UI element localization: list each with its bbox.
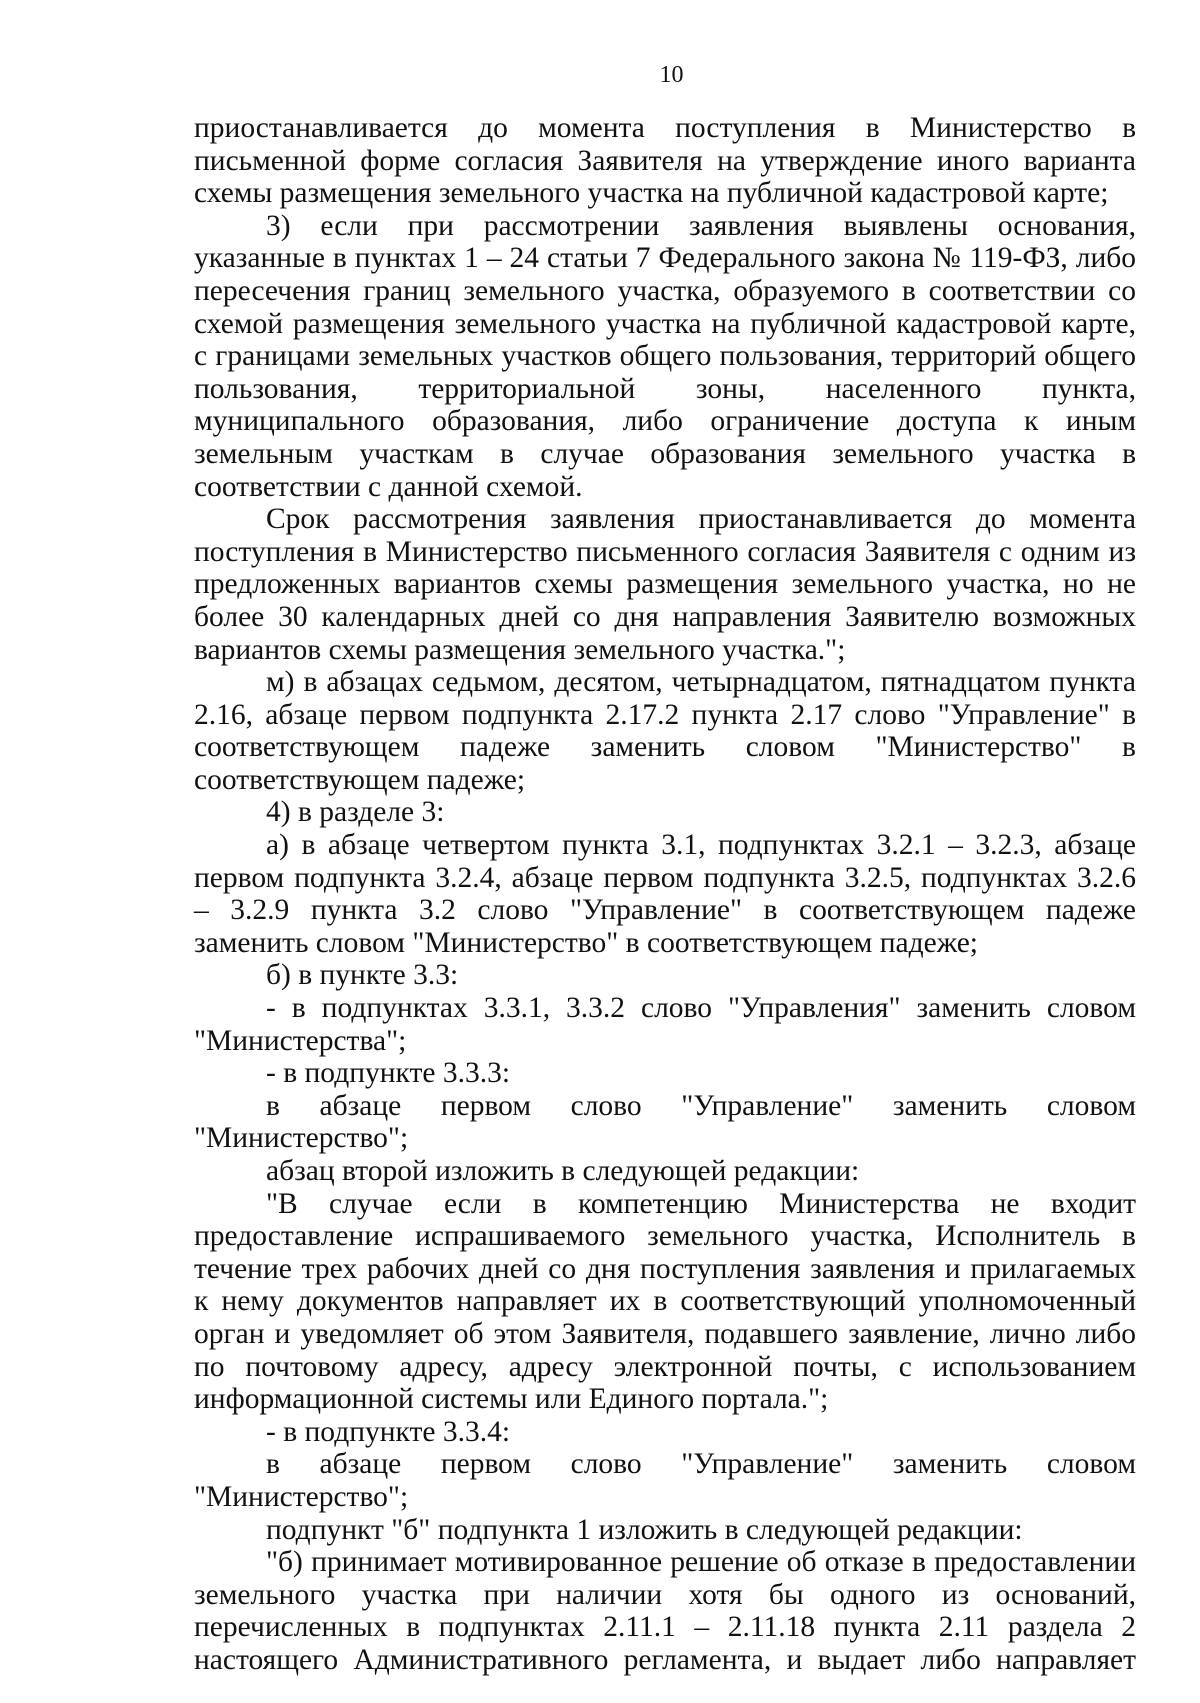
paragraph: - в подпунктах 3.3.1, 3.3.2 слово "Управления" заменить словом "Министерства"; bbox=[194, 992, 1136, 1057]
paragraph: приостанавливается до момента поступления в Министерство в письменной форме согласия Заявителя на утверждение иного варианта схемы размещения земельного участка на публичной кадастровой карте; bbox=[194, 112, 1136, 210]
paragraph: м) в абзацах седьмом, десятом, четырнадцатом, пятнадцатом пункта 2.16, абзаце первом подпункта 2.17.2 пункта 2.17 слово "Управление" в соответствующем падеже заменить словом "Министерство" в соответствующем падеже; bbox=[194, 666, 1136, 796]
paragraph: "б) принимает мотивированное решение об отказе в предоставлении земельного участка при наличии хотя бы одного из оснований, перечисленных в подпунктах 2.11.1 – 2.11.18 пункта 2.11 раздела 2 настоящего Административного регламента, и выдает либо направляет bbox=[194, 1546, 1136, 1676]
paragraph: подпункт "б" подпункта 1 изложить в следующей редакции: bbox=[266, 1513, 1023, 1546]
paragraph: б) в пункте 3.3: bbox=[266, 959, 459, 992]
paragraph: - в подпункте 3.3.3: bbox=[266, 1057, 511, 1090]
paragraph: - в подпункте 3.3.4: bbox=[266, 1415, 511, 1448]
document-body bbox=[194, 112, 1136, 1677]
paragraph: в абзаце первом слово "Управление" заменить словом "Министерство"; bbox=[194, 1089, 1136, 1155]
paragraph: в абзаце первом слово "Управление" заменить словом "Министерство"; bbox=[194, 1448, 1136, 1513]
paragraph: а) в абзаце четвертом пункта 3.1, подпунктах 3.2.1 – 3.2.3, абзаце первом подпункта 3.2.4, абзаце первом подпункта 3.2.5, подпунктах 3.2.6 – 3.2.9 пункта 3.2 слово "Управление" в соответствующем падеже заменить словом "Министерство" в соответствующем падеже; bbox=[194, 829, 1136, 959]
paragraph: Срок рассмотрения заявления приостанавливается до момента поступления в Министерство письменного согласия Заявителя с одним из предложенных вариантов схемы размещения земельного участка, но не более 30 календарных дней со дня направления Заявителю возможных вариантов схемы размещения земельного участка."; bbox=[194, 503, 1136, 666]
paragraph: "В случае если в компетенцию Министерства не входит предоставление испрашиваемого земельного участка, Исполнитель в течение трех рабочих дней со дня поступления заявления и прилагаемых к нему документов направляет их в соответствующий уполномоченный орган и уведомляет об этом Заявителя, подавшего заявление, лично либо по почтовому адресу, адресу электронной почты, с использованием информационной системы или Единого портала."; bbox=[194, 1187, 1136, 1416]
paragraph: абзац второй изложить в следующей редакции: bbox=[266, 1155, 860, 1187]
paragraph: 3) если при рассмотрении заявления выявлены основания, указанные в пунктах 1 – 24 статьи 7 Федерального закона № 119-ФЗ, либо пересечения границ земельного участка, образуемого в соответствии со схемой размещения земельного участка на публичной кадастровой карте, с границами земельных участков общего пользования, территорий общего пользования, территориальной зоны, населенного пункта, муниципального образования, либо ограничение доступа к иным земельным участкам в случае образования земельного участка в соответствии с данной схемой. bbox=[194, 209, 1136, 503]
page-number: 10 bbox=[659, 62, 684, 88]
paragraph: 4) в разделе 3: bbox=[266, 796, 445, 829]
